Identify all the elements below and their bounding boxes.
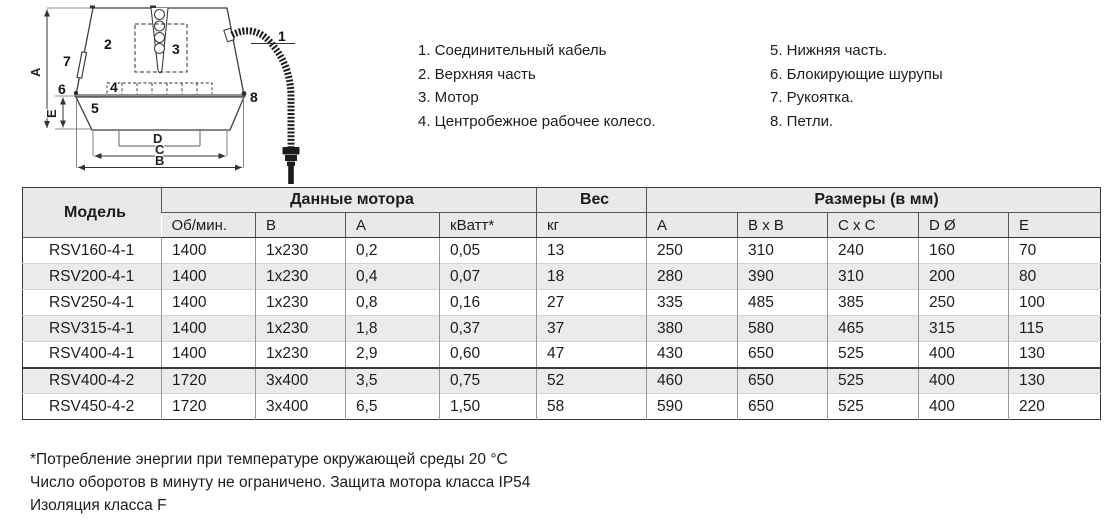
table-row bbox=[23, 238, 1101, 264]
model-cell: RSV450-4-2 bbox=[23, 394, 162, 420]
data-cell: 650 bbox=[738, 342, 828, 368]
legend-item-6: 6. Блокирующие шурупы bbox=[770, 65, 943, 83]
cable-gland bbox=[283, 147, 300, 184]
data-cell: 280 bbox=[647, 264, 738, 290]
data-cell: 220 bbox=[1009, 394, 1101, 420]
part-label-5: 5 bbox=[91, 100, 99, 116]
legend-item-4: 4. Центробежное рабочее колесо. bbox=[418, 112, 656, 130]
data-cell: 18 bbox=[537, 264, 647, 290]
legend-column-2 bbox=[770, 39, 943, 133]
data-cell: 1400 bbox=[162, 238, 256, 264]
data-cell: 0,05 bbox=[440, 238, 537, 264]
data-cell: 70 bbox=[1009, 238, 1101, 264]
group-header-weight: Вес bbox=[537, 188, 647, 213]
table-row bbox=[23, 368, 1101, 394]
model-cell: RSV200-4-1 bbox=[23, 264, 162, 290]
data-cell: 0,16 bbox=[440, 290, 537, 316]
data-cell: 460 bbox=[647, 368, 738, 394]
model-cell: RSV400-4-1 bbox=[23, 342, 162, 368]
data-cell: 13 bbox=[537, 238, 647, 264]
column-header-dim-d: D Ø bbox=[919, 213, 1009, 238]
part-label-7: 7 bbox=[63, 53, 71, 69]
locking-screw bbox=[74, 91, 78, 95]
data-cell: 430 bbox=[647, 342, 738, 368]
data-cell: 335 bbox=[647, 290, 738, 316]
data-cell: 0,2 bbox=[346, 238, 440, 264]
table-row bbox=[23, 290, 1101, 316]
data-cell: 160 bbox=[919, 238, 1009, 264]
data-cell: 115 bbox=[1009, 316, 1101, 342]
data-cell: 27 bbox=[537, 290, 647, 316]
data-cell: 240 bbox=[828, 238, 919, 264]
data-cell: 525 bbox=[828, 368, 919, 394]
data-cell: 315 bbox=[919, 316, 1009, 342]
column-header-dim-cxc: C x C bbox=[828, 213, 919, 238]
spec-table-body bbox=[23, 238, 1101, 420]
table-row bbox=[23, 342, 1101, 368]
legend-item-5: 5. Нижняя часть. bbox=[770, 42, 888, 59]
model-cell: RSV250-4-1 bbox=[23, 290, 162, 316]
data-cell: 0,07 bbox=[440, 264, 537, 290]
data-cell: 0,37 bbox=[440, 316, 537, 342]
data-cell: 0,8 bbox=[346, 290, 440, 316]
data-cell: 37 bbox=[537, 316, 647, 342]
spec-table bbox=[22, 187, 1101, 420]
data-cell: 580 bbox=[738, 316, 828, 342]
footnote-rpm-protection: Число оборотов в минуту не ограничено. Защита мотора класса IP54 bbox=[30, 474, 531, 491]
part-label-6: 6 bbox=[58, 81, 66, 97]
footnotes bbox=[30, 448, 530, 517]
data-cell: 1x230 bbox=[256, 238, 346, 264]
data-cell: 390 bbox=[738, 264, 828, 290]
data-cell: 310 bbox=[738, 238, 828, 264]
group-header-dimensions: Размеры (в мм) bbox=[647, 188, 1101, 213]
data-cell: 1,8 bbox=[346, 316, 440, 342]
column-header-dim-bxb: B x B bbox=[738, 213, 828, 238]
fan-diagram-svg bbox=[15, 0, 315, 190]
motor-shaft-circle bbox=[155, 44, 165, 54]
data-cell: 1x230 bbox=[256, 264, 346, 290]
dim-label-b: B bbox=[155, 153, 165, 168]
legend-item-7: 7. Рукоятка. bbox=[770, 89, 854, 106]
column-header-model: Модель bbox=[23, 188, 162, 238]
data-cell: 47 bbox=[537, 342, 647, 368]
data-cell: 1x230 bbox=[256, 342, 346, 368]
data-cell: 525 bbox=[828, 394, 919, 420]
data-cell: 1720 bbox=[162, 394, 256, 420]
data-cell: 0,4 bbox=[346, 264, 440, 290]
legend-item-8: 8. Петли. bbox=[770, 112, 834, 130]
data-cell: 385 bbox=[828, 290, 919, 316]
spec-table-header bbox=[23, 188, 1101, 238]
motor-shaft-circle bbox=[155, 10, 165, 20]
header-group-row bbox=[23, 188, 1101, 213]
data-cell: 400 bbox=[919, 342, 1009, 368]
legend-item-3: 3. Мотор bbox=[418, 89, 479, 106]
part-label-3: 3 bbox=[172, 41, 180, 57]
legend-item-1: 1. Соединительный кабель bbox=[418, 42, 607, 59]
data-cell: 650 bbox=[738, 368, 828, 394]
footnote-insulation: Изоляция класса F bbox=[30, 497, 167, 514]
data-cell: 58 bbox=[537, 394, 647, 420]
hinge bbox=[242, 91, 247, 96]
data-cell: 1400 bbox=[162, 264, 256, 290]
data-cell: 0,60 bbox=[440, 342, 537, 368]
data-cell: 52 bbox=[537, 368, 647, 394]
data-cell: 400 bbox=[919, 368, 1009, 394]
part-label-1: 1 bbox=[278, 28, 286, 44]
dim-label-a: A bbox=[28, 67, 43, 77]
data-cell: 380 bbox=[647, 316, 738, 342]
data-cell: 250 bbox=[919, 290, 1009, 316]
data-cell: 590 bbox=[647, 394, 738, 420]
header-sub-row bbox=[23, 213, 1101, 238]
data-cell: 1720 bbox=[162, 368, 256, 394]
data-cell: 1400 bbox=[162, 316, 256, 342]
data-cell: 1400 bbox=[162, 290, 256, 316]
data-cell: 3x400 bbox=[256, 368, 346, 394]
data-cell: 1x230 bbox=[256, 316, 346, 342]
data-cell: 130 bbox=[1009, 368, 1101, 394]
data-cell: 465 bbox=[828, 316, 919, 342]
data-cell: 1,50 bbox=[440, 394, 537, 420]
dim-label-e: E bbox=[44, 109, 59, 118]
data-cell: 0,75 bbox=[440, 368, 537, 394]
data-cell: 1x230 bbox=[256, 290, 346, 316]
column-header-kg: кг bbox=[537, 213, 647, 238]
column-header-dim-a: A bbox=[647, 213, 738, 238]
fan-lower-housing bbox=[76, 97, 244, 130]
part-label-2: 2 bbox=[104, 36, 112, 52]
legend-item-2: 2. Верхняя часть bbox=[418, 65, 536, 83]
data-cell: 485 bbox=[738, 290, 828, 316]
motor-shaft-circle bbox=[155, 21, 165, 31]
dim-label-d: D bbox=[153, 131, 163, 146]
column-header-volts: В bbox=[256, 213, 346, 238]
dim-label-c: C bbox=[155, 142, 165, 157]
data-cell: 130 bbox=[1009, 342, 1101, 368]
data-cell: 650 bbox=[738, 394, 828, 420]
column-header-rpm: Об/мин. bbox=[162, 213, 256, 238]
motor-shaft-circle bbox=[155, 33, 165, 43]
data-cell: 200 bbox=[919, 264, 1009, 290]
group-header-motor-data: Данные мотора bbox=[162, 188, 537, 213]
column-header-dim-e: E bbox=[1009, 213, 1101, 238]
data-cell: 6,5 bbox=[346, 394, 440, 420]
model-cell: RSV160-4-1 bbox=[23, 238, 162, 264]
data-cell: 100 bbox=[1009, 290, 1101, 316]
data-cell: 525 bbox=[828, 342, 919, 368]
data-cell: 3,5 bbox=[346, 368, 440, 394]
top-screw-left bbox=[90, 6, 95, 9]
column-header-amps: А bbox=[346, 213, 440, 238]
model-cell: RSV400-4-2 bbox=[23, 368, 162, 394]
data-cell: 3x400 bbox=[256, 394, 346, 420]
data-cell: 1400 bbox=[162, 342, 256, 368]
data-cell: 310 bbox=[828, 264, 919, 290]
fan-diagram bbox=[15, 0, 315, 190]
table-row bbox=[23, 264, 1101, 290]
data-cell: 400 bbox=[919, 394, 1009, 420]
part-label-8: 8 bbox=[250, 89, 258, 105]
footnote-power: *Потребление энергии при температуре окружающей среды 20 °C bbox=[30, 451, 508, 468]
table-row bbox=[23, 394, 1101, 420]
data-cell: 250 bbox=[647, 238, 738, 264]
model-cell: RSV315-4-1 bbox=[23, 316, 162, 342]
column-header-kwatt: кВатт* bbox=[440, 213, 537, 238]
data-cell: 80 bbox=[1009, 264, 1101, 290]
data-cell: 2,9 bbox=[346, 342, 440, 368]
part-label-4: 4 bbox=[110, 79, 118, 95]
legend-column-1 bbox=[418, 39, 656, 133]
table-row bbox=[23, 316, 1101, 342]
